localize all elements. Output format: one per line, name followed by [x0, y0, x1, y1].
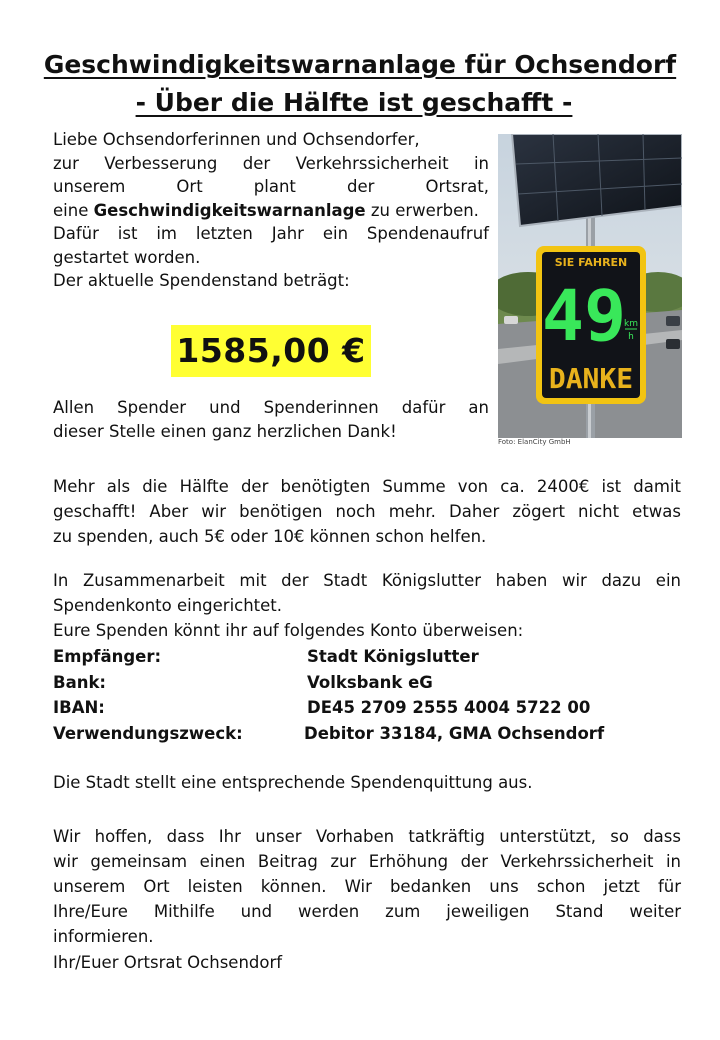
- intro-line: Liebe Ochsendorferinnen und Ochsendorfer,: [53, 130, 420, 149]
- account-key: Bank:: [53, 673, 107, 692]
- account-value: Stadt Königslutter: [307, 647, 479, 666]
- page-title: Geschwindigkeitswarnanlage für Ochsendorf: [43, 50, 677, 79]
- account-value: Volksbank eG: [307, 673, 433, 692]
- paragraph-line: In Zusammenarbeit mit der Stadt Königslutter haben wir dazu ein: [53, 571, 681, 590]
- account-key: Verwendungszweck:: [53, 724, 243, 743]
- thanks-line: dieser Stelle einen ganz herzlichen Dank!: [53, 422, 397, 441]
- paragraph-line: wir gemeinsam einen Beitrag zur Erhöhung der Verkehrssicherheit in: [53, 852, 681, 871]
- intro-line: zur Verbesserung der Verkehrssicherheit in: [53, 153, 489, 173]
- page-subtitle: - Über die Hälfte ist geschafft -: [135, 88, 573, 117]
- intro-line: gestartet worden.: [53, 247, 201, 267]
- speed-unit-top: km: [624, 319, 638, 329]
- paragraph-line: zu spenden, auch 5€ oder 10€ können schon helfen.: [53, 527, 487, 546]
- speed-sign-photo: [498, 134, 682, 438]
- paragraph-closing: [53, 824, 681, 949]
- paragraph-line: Wir hoffen, dass Ihr unser Vorhaben tatkräftig unterstützt, so dass: [53, 827, 681, 846]
- paragraph-line: Mehr als die Hälfte der benötigten Summe von ca. 2400€ ist damit: [53, 477, 681, 496]
- paragraph-line: Eure Spenden könnt ihr auf folgendes Konto überweisen:: [53, 621, 524, 640]
- donation-amount: 1585,00 €: [171, 325, 371, 377]
- thanks-line: Allen Spender und Spenderinnen dafür an: [53, 398, 489, 417]
- thanks-paragraph: [53, 396, 489, 444]
- paragraph-line: unserem Ort leisten können. Wir bedanken uns schon jetzt für: [53, 877, 681, 896]
- paragraph-receipt: Die Stadt stellt eine entsprechende Spendenquittung aus.: [53, 773, 533, 792]
- account-value: DE45 2709 2555 4004 5722 00: [307, 698, 591, 717]
- paragraph-line: Ihre/Eure Mithilfe und werden zum jeweiligen Stand weiter: [53, 902, 681, 921]
- signature: Ihr/Euer Ortsrat Ochsendorf: [53, 953, 283, 972]
- photo-credit: Foto: ElanCity GmbH: [498, 438, 571, 446]
- paragraph-account-intro: [53, 568, 681, 643]
- paragraph-line: Spendenkonto eingerichtet.: [53, 596, 283, 615]
- sign-top-text: SIE FAHREN: [554, 256, 628, 269]
- intro-line: Dafür ist im letzten Jahr ein Spendenaufruf: [53, 224, 489, 243]
- paragraph-line: informieren.: [53, 927, 154, 946]
- intro-line: eine Geschwindigkeitswarnanlage zu erwerben.: [53, 200, 479, 220]
- bold-term: Geschwindigkeitswarnanlage: [93, 200, 366, 220]
- intro-line: unserem Ort plant der Ortsrat,: [53, 177, 489, 196]
- paragraph-line: geschafft! Aber wir benötigen noch mehr. Daher zögert nicht etwas: [53, 502, 681, 521]
- account-key: IBAN:: [53, 698, 105, 717]
- intro-line: Der aktuelle Spendenstand beträgt:: [53, 271, 350, 290]
- sign-bottom-text: DANKE: [548, 362, 634, 395]
- speed-unit-bottom: h: [628, 332, 634, 342]
- paragraph-progress: [53, 474, 681, 549]
- account-value: Debitor 33184, GMA Ochsendorf: [304, 724, 605, 743]
- intro-paragraph: [53, 128, 489, 293]
- account-key: Empfänger:: [53, 647, 162, 666]
- speed-digits: 49: [541, 275, 627, 357]
